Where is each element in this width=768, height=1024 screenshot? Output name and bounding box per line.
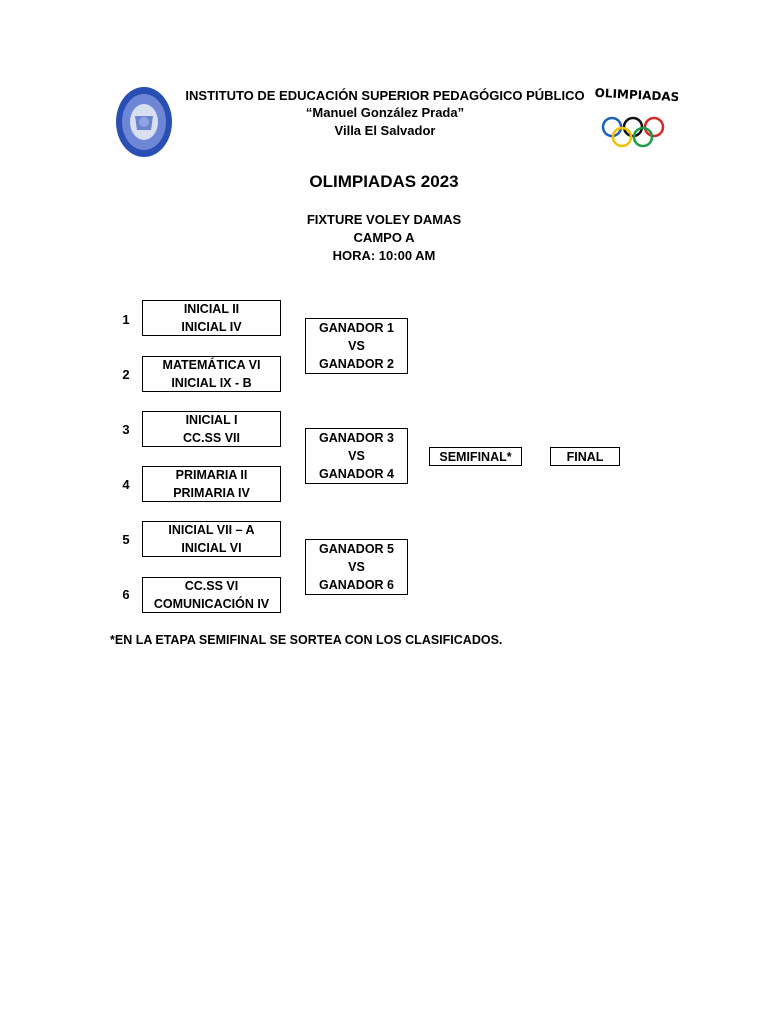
team-name: MATEMÁTICA VI xyxy=(162,358,261,372)
institution-location: Villa El Salvador xyxy=(334,123,436,138)
team-box xyxy=(142,356,281,392)
match-team-b: GANADOR 4 xyxy=(318,467,394,481)
team-number: 5 xyxy=(122,532,130,547)
team-box xyxy=(142,411,281,447)
team-number: 1 xyxy=(122,312,130,327)
team-box xyxy=(142,466,281,502)
match-vs: VS xyxy=(348,560,365,574)
match-team-b: GANADOR 6 xyxy=(318,578,394,592)
match-box xyxy=(305,428,408,484)
match-vs: VS xyxy=(348,449,365,463)
team-box xyxy=(142,577,281,613)
team-name: COMUNICACIÓN IV xyxy=(153,597,270,611)
olympics-logo-word: OLIMPIADAS xyxy=(594,85,680,105)
olympics-logo xyxy=(588,86,686,152)
match-team-a: GANADOR 3 xyxy=(318,431,394,445)
fixture-subtitle: FIXTURE VOLEY DAMAS xyxy=(306,212,462,227)
team-name: INICIAL I xyxy=(185,413,238,427)
institution-name: INSTITUTO DE EDUCACIÓN SUPERIOR PEDAGÓGICO PÚBLICO xyxy=(185,88,585,103)
team-name: CC.SS VI xyxy=(184,579,239,593)
team-name: INICIAL IX - B xyxy=(171,376,252,390)
match-team-a: GANADOR 5 xyxy=(318,542,394,556)
footnote: *EN LA ETAPA SEMIFINAL SE SORTEA CON LOS CLASIFICADOS. xyxy=(110,633,503,647)
team-name: INICIAL VI xyxy=(181,541,242,555)
team-number: 6 xyxy=(122,587,130,602)
team-number: 4 xyxy=(122,477,130,492)
team-name: PRIMARIA II xyxy=(175,468,248,482)
team-name: CC.SS VII xyxy=(183,431,240,445)
team-name: INICIAL IV xyxy=(181,320,242,334)
field-label: CAMPO A xyxy=(353,230,415,245)
match-team-b: GANADOR 2 xyxy=(318,357,394,371)
match-vs: VS xyxy=(348,339,365,353)
match-box xyxy=(305,318,408,374)
final-box: FINAL xyxy=(550,447,620,466)
olympic-rings-icon xyxy=(598,116,678,152)
institution-seal-logo xyxy=(115,86,173,158)
match-box xyxy=(305,539,408,595)
page-title: OLIMPIADAS 2023 xyxy=(309,172,459,191)
seal-icon xyxy=(115,86,173,158)
team-number: 3 xyxy=(122,422,130,437)
team-name: PRIMARIA IV xyxy=(173,486,250,500)
team-box xyxy=(142,300,281,336)
match-team-a: GANADOR 1 xyxy=(318,321,394,335)
team-number: 2 xyxy=(122,367,130,382)
team-name: INICIAL II xyxy=(183,302,240,316)
institution-patron: “Manuel González Prada” xyxy=(305,105,465,120)
time-label: HORA: 10:00 AM xyxy=(332,248,436,263)
team-box xyxy=(142,521,281,557)
team-name: INICIAL VII – A xyxy=(168,523,255,537)
semifinal-box: SEMIFINAL* xyxy=(429,447,522,466)
